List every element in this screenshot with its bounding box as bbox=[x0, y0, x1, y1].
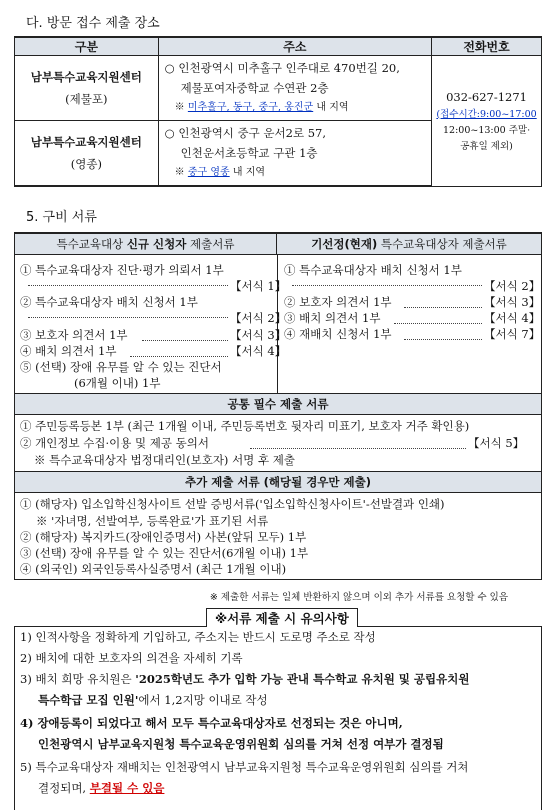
list-item: ② 개인정보 수집·이용 및 제공 동의서 bbox=[20, 436, 209, 450]
address-line: ○ 인천광역시 중구 운서2로 57, bbox=[164, 126, 327, 140]
address-cell bbox=[158, 56, 431, 121]
area-link: 미추홀구, 동구, 중구, 옹진군 bbox=[187, 102, 314, 113]
caution-title: ※서류 제출 시 유의사항 bbox=[206, 608, 358, 627]
list-item: ② 보호자 의견서 1부 bbox=[284, 295, 392, 309]
list-item: ④ 배치 의견서 1부 bbox=[20, 344, 117, 358]
address-cell bbox=[158, 121, 431, 187]
list-item: ※ '자녀명, 선발여부, 등록완료'가 표기된 서류 bbox=[36, 514, 269, 528]
caution-item: 2) 배치에 대한 보호자의 의견을 자세히 기록 bbox=[20, 651, 243, 665]
form-tag: 【서식 2】 bbox=[484, 279, 541, 293]
list-item: (6개월 이내) 1부 bbox=[74, 376, 161, 390]
header-bold: 기선정(현재) bbox=[311, 237, 378, 251]
center-branch: (영종) bbox=[70, 157, 102, 171]
area-link: 중구 영종 bbox=[187, 167, 230, 178]
note-suffix: 내 지역 bbox=[232, 167, 266, 178]
section-title-docs: 5. 구비 서류 bbox=[26, 210, 97, 225]
hours-line: (접수시간:9:00~17:00 bbox=[436, 108, 537, 120]
caution-bold: '2025학년도 추가 입학 가능 관내 특수학교 유치원 및 공립유치원 bbox=[135, 672, 470, 686]
form-tag: 【서식 4】 bbox=[230, 344, 287, 358]
caution-bold: 특수학급 모집 인원' bbox=[38, 693, 139, 707]
note-suffix: 내 지역 bbox=[316, 102, 349, 113]
caution-item bbox=[38, 780, 164, 796]
caution-warning: 부결될 수 있음 bbox=[89, 781, 165, 795]
address-line: 인천운서초등학교 구관 1층 bbox=[180, 146, 318, 160]
caution-text: 결정되며, bbox=[38, 781, 90, 795]
leader-dots bbox=[28, 276, 228, 286]
list-item: ③ 보호자 의견서 1부 bbox=[20, 328, 128, 342]
phone-number: 032-627-1271 bbox=[446, 89, 528, 104]
table-row bbox=[15, 56, 542, 121]
phone-cell bbox=[432, 56, 542, 187]
header-text: 특수교육대상 bbox=[56, 237, 127, 251]
list-item: ④ (외국인) 외국인등록사실증명서 (최근 1개월 이내) bbox=[20, 562, 287, 576]
caution-item: 1) 인적사항을 정확하게 기입하고, 주소지는 반드시 도로명 주소로 작성 bbox=[20, 630, 376, 644]
list-item: ③ 배치 의견서 1부 bbox=[284, 311, 381, 325]
header-bold: 신규 신청자 bbox=[126, 237, 187, 251]
area-note bbox=[165, 163, 425, 183]
address-line: ○ 인천광역시 미추홀구 인주대로 470번길 20, bbox=[164, 61, 400, 75]
area-note bbox=[165, 98, 425, 118]
list-item: ① 특수교육대상자 배치 신청서 1부 bbox=[284, 263, 462, 277]
common-docs-header: 공통 필수 제출 서류 bbox=[15, 394, 541, 415]
list-item: ⑤ (선택) 장애 유무를 알 수 있는 진단서 bbox=[20, 360, 222, 374]
caution-item: 4) 장애등록이 되었다고 해서 모두 특수교육대상자로 선정되는 것은 아니며, bbox=[20, 716, 403, 730]
section-title-visit: 다. 방문 접수 제출 장소 bbox=[26, 16, 160, 31]
list-item: ① (해당자) 입소입학신청사이트 선발 증빙서류('입소입학신청사이트'-선발결과 인쇄) bbox=[20, 497, 445, 511]
form-tag: 【서식 3】 bbox=[484, 295, 541, 309]
leader-dots bbox=[250, 439, 466, 449]
leader-dots bbox=[292, 276, 482, 286]
address-line: 제물포여자중학교 수연관 2층 bbox=[180, 81, 329, 95]
center-name: 남부특수교육지원센터 bbox=[30, 70, 142, 84]
form-tag: 【서식 4】 bbox=[484, 311, 541, 325]
header-text: 제출서류 bbox=[186, 237, 235, 251]
list-item: ② (해당자) 복지카드(장애인증명서) 사본(앞뒤 모두) 1부 bbox=[20, 530, 307, 544]
form-tag: 【서식 2】 bbox=[230, 311, 287, 325]
caution-item bbox=[20, 671, 469, 687]
list-item: ② 특수교육대상자 배치 신청서 1부 bbox=[20, 295, 198, 309]
visit-location-table bbox=[14, 36, 542, 187]
existing-header bbox=[277, 234, 541, 255]
note-mark: ※ bbox=[174, 167, 185, 178]
list-item: ④ 재배치 신청서 1부 bbox=[284, 327, 392, 341]
caution-text: 3) 배치 희망 유치원은 bbox=[20, 672, 136, 686]
leader-dots bbox=[28, 308, 228, 318]
hours-line: 12:00~13:00 주말· bbox=[442, 124, 531, 136]
form-tag: 【서식 7】 bbox=[484, 327, 541, 341]
hours-line: 공휴일 제외) bbox=[460, 140, 513, 152]
list-item: ① 특수교육대상자 진단·평가 의뢰서 1부 bbox=[20, 263, 224, 277]
form-tag: 【서식 3】 bbox=[230, 328, 287, 342]
leader-dots bbox=[142, 331, 228, 341]
form-tag: 【서식 5】 bbox=[468, 436, 525, 450]
leader-dots bbox=[130, 347, 228, 357]
caution-item: 5) 특수교육대상자 재배치는 인천광역시 남부교육지원청 특수교육운영위원회 심의를 거쳐 bbox=[20, 760, 469, 774]
header-text: 특수교육대상자 제출서류 bbox=[377, 237, 507, 251]
caution-text: 에서 1,2지망 이내로 작성 bbox=[138, 693, 268, 707]
table-header: 주소 bbox=[158, 37, 431, 56]
list-item: ① 주민등록등본 1부 (최근 1개월 이내, 주민등록번호 뒷자리 미표기, 보호자 거주 확인용) bbox=[20, 419, 470, 433]
list-item: ※ 특수교육대상자 법정대리인(보호자) 서명 후 제출 bbox=[34, 453, 295, 467]
center-branch: (제물포) bbox=[65, 92, 108, 106]
center-name-cell bbox=[15, 121, 159, 187]
new-applicant-header bbox=[15, 234, 277, 255]
center-name: 남부특수교육지원센터 bbox=[30, 135, 142, 149]
center-name-cell bbox=[15, 56, 159, 121]
note-mark: ※ bbox=[174, 102, 185, 113]
caution-item bbox=[38, 692, 268, 708]
leader-dots bbox=[394, 314, 482, 324]
table-header: 전화번호 bbox=[432, 37, 542, 56]
caution-item: 인천광역시 남부교육지원청 특수교육운영위원회 심의를 거쳐 선정 여부가 결정됨 bbox=[38, 737, 444, 751]
leader-dots bbox=[404, 298, 482, 308]
form-tag: 【서식 1】 bbox=[230, 279, 287, 293]
leader-dots bbox=[404, 330, 482, 340]
table-header: 구분 bbox=[15, 37, 159, 56]
extra-docs-header: 추가 제출 서류 (해당될 경우만 제출) bbox=[15, 472, 541, 493]
list-item: ③ (선택) 장애 유무를 알 수 있는 진단서(6개월 이내) 1부 bbox=[20, 546, 309, 560]
return-footnote: ※ 제출한 서류는 일체 반환하지 않으며 이외 추가 서류를 요청할 수 있음 bbox=[209, 592, 508, 603]
